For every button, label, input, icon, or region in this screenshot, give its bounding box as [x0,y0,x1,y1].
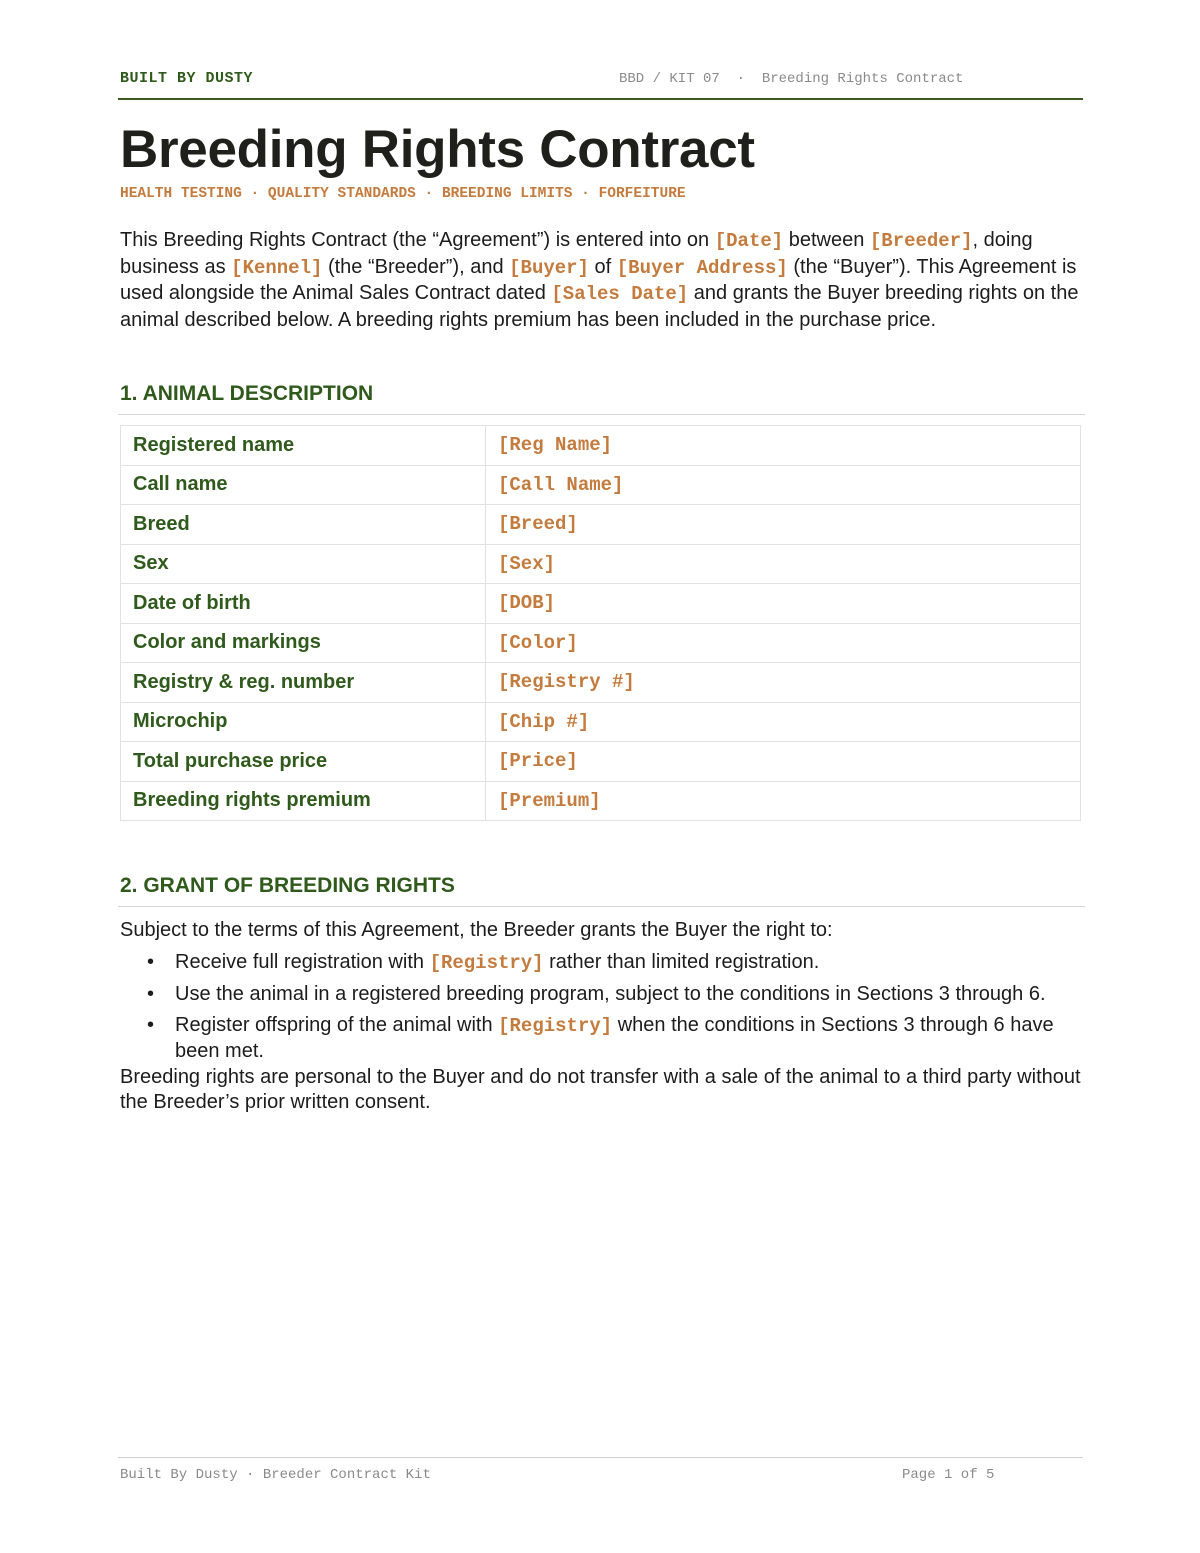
bullet-icon: • [147,1014,155,1036]
row-label: Registry & reg. number [121,663,486,703]
row-value: [Color] [486,623,1081,663]
intro-text: This Breeding Rights Contract (the “Agreement”) is entered into on [120,229,715,251]
intro-text: of [588,255,617,278]
list-item-text: Receive full registration with [175,951,430,973]
intro-text: , doing business as [120,229,1033,278]
section-heading-grant-of-breeding-rights: 2. GRANT OF BREEDING RIGHTS [118,874,1085,907]
table-row [121,663,1081,703]
grant-closing-text: Breeding rights are personal to the Buyer and do not transfer with a sale of the animal to a third party without the Breeder’s prior written consent. [120,1066,1081,1113]
row-value: [Registry #] [486,663,1081,703]
intro-paragraph [120,228,1085,333]
row-value: [Call Name] [486,465,1081,505]
placeholder-buyer-address: [Buyer Address] [616,256,788,279]
table-row [121,584,1081,624]
row-value: [Chip #] [486,702,1081,742]
row-value: [Breed] [486,505,1081,545]
row-label: Call name [121,465,486,505]
intro-text: between [783,229,870,251]
intro-text: and grants the Buyer breeding rights on the animal described below. A breeding rights premium has been included in the purchase price. [120,282,1079,331]
placeholder-kennel: [Kennel] [231,256,323,279]
intro-text: (the “Buyer”). This Agreement is used alongside the Animal Sales Contract dated [120,255,1077,304]
placeholder-registry: [Registry] [429,952,544,974]
animal-description-table [120,425,1081,821]
table-row [121,544,1081,584]
list-item-text: when the conditions in Sections 3 through 6 have been met. [175,1014,1054,1062]
page-header [118,68,1083,100]
list-item [120,950,1080,976]
bullet-icon: • [147,983,155,1005]
row-value: [Price] [486,742,1081,782]
row-label: Color and markings [121,623,486,663]
placeholder-date: [Date] [714,230,784,252]
table-row [121,623,1081,663]
table-row [121,505,1081,545]
table-row [121,465,1081,505]
tagline: HEALTH TESTING · QUALITY STANDARDS · BREEDING LIMITS · FORFEITURE [120,186,686,202]
page-footer [118,1457,1083,1488]
table-row [121,426,1081,466]
row-label: Breeding rights premium [121,781,486,821]
placeholder-buyer: [Buyer] [509,256,589,279]
section-heading-animal-description: 1. ANIMAL DESCRIPTION [118,382,1085,415]
page-number: Page 1 of 5 [902,1467,995,1483]
list-item-text: rather than limited registration. [543,951,820,973]
row-label: Total purchase price [121,742,486,782]
placeholder-registry: [Registry] [498,1015,613,1037]
table-row [121,742,1081,782]
document-reference: BBD / KIT 07 · Breeding Rights Contract [619,71,964,87]
row-label: Registered name [121,426,486,466]
table-row [121,781,1081,821]
rights-list [120,950,1080,1070]
page-title: Breeding Rights Contract [120,120,755,179]
row-label: Sex [121,544,486,584]
list-item-text: Use the animal in a registered breeding program, subject to the conditions in Sections 3 through 6. [175,983,1046,1005]
bullet-icon: • [147,951,155,973]
row-label: Microchip [121,702,486,742]
row-value: [Premium] [486,781,1081,821]
list-item-text: Register offspring of the animal with [175,1014,499,1036]
row-value: [DOB] [486,584,1081,624]
list-item [120,1013,1080,1064]
row-label: Date of birth [121,584,486,624]
footer-kit-name: Built By Dusty · Breeder Contract Kit [120,1467,431,1483]
placeholder-sales-date: [Sales Date] [551,283,689,305]
table-row [121,702,1081,742]
placeholder-breeder: [Breeder] [869,230,973,252]
row-label: Breed [121,505,486,545]
brand-name: BUILT BY DUSTY [120,70,254,87]
intro-text: (the “Breeder”), and [322,255,510,278]
row-value: [Sex] [486,544,1081,584]
grant-lead-text: Subject to the terms of this Agreement, the Breeder grants the Buyer the right to: [120,919,833,941]
list-item [120,982,1080,1007]
row-value: [Reg Name] [486,426,1081,466]
